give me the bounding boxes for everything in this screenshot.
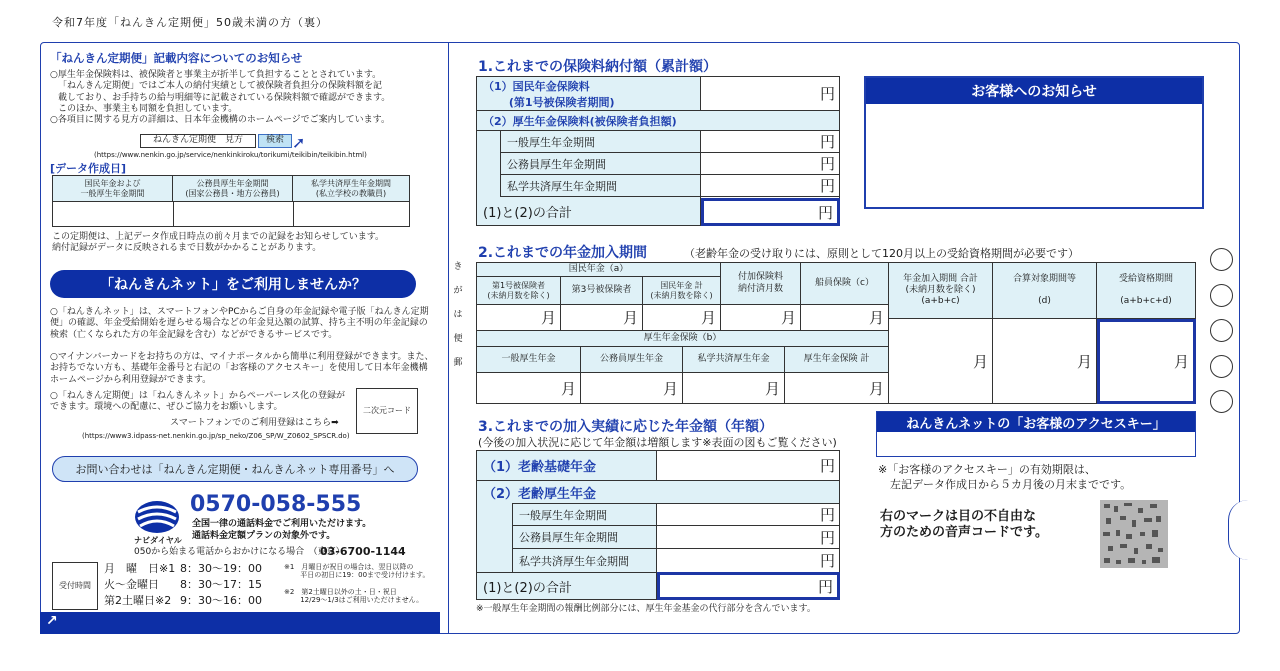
s2-k3-header: 国民年金 計 (未納月数を除く) bbox=[643, 277, 721, 305]
s2-ks3-header: 私学共済厚生年金 bbox=[683, 347, 785, 373]
hours-label: 受付時間 bbox=[52, 562, 98, 610]
punch-hole-5 bbox=[1210, 390, 1233, 413]
cursor-arrow-icon: ➚ bbox=[292, 133, 306, 152]
phone-number: 0570-058-555 bbox=[190, 492, 362, 517]
section-2-title: 2.これまでの年金加入期間 bbox=[478, 245, 648, 261]
notice-text: ○厚生年金保険料は、被保険者と事業主が折半して負担することとされています。 「ねんきん定期便」ではご本人の納付実績として被保険者負担分の保険料額を記 載しており、お手持ちの給与明細等に記載されている保険料額で確認ができます。 このほか、事業主も同額を負担しています。 ○各項目に関する見方の詳細は、日本年金機構のホームページでご案内しています。 bbox=[50, 70, 391, 125]
s2-k1-value: 月 bbox=[477, 305, 561, 331]
s1-row-1-value: 円 bbox=[701, 77, 839, 111]
arrow-up-right-icon: ↗ bbox=[46, 613, 58, 629]
data-col-1: 国民年金および 一般厚生年金期間 bbox=[53, 176, 173, 202]
s2-kosei-header: 厚生年金保険（b） bbox=[477, 331, 889, 347]
data-col-3: 私学共済厚生年金期間 (私立学校の教職員) bbox=[293, 176, 409, 202]
s1-row-2-label: （2）厚生年金保険料(被保険者負担額) bbox=[477, 111, 839, 131]
s2-taisho-header: 合算対象期間等 (d) bbox=[993, 263, 1097, 319]
s3-sub-2-value: 円 bbox=[657, 526, 839, 549]
s3-sub-1-label: 一般厚生年金期間 bbox=[513, 503, 657, 526]
punch-hole-4 bbox=[1210, 355, 1233, 378]
smartphone-link: スマートフォンでのご利用登録はこちら➡ bbox=[170, 418, 339, 428]
customer-notice-box bbox=[864, 76, 1204, 209]
punch-hole-3 bbox=[1210, 319, 1233, 342]
access-key-title: ねんきんネットの「お客様のアクセスキー」 bbox=[877, 412, 1195, 432]
section-3-title: 3.これまでの加入実績に応じた年金額（年額） bbox=[478, 419, 774, 435]
s3-sub-2-label: 公務員厚生年金期間 bbox=[513, 526, 657, 549]
alt-phone-label: 050から始まる電話からおかけになる場合 （東京） bbox=[134, 547, 345, 557]
frame-notch bbox=[1228, 500, 1252, 560]
s1-sub-3-label: 私学共済厚生年金期間 bbox=[501, 175, 701, 197]
left-divider bbox=[448, 42, 449, 634]
s3-row-2-label: （2）老齢厚生年金 bbox=[477, 481, 839, 503]
s2-k3-value: 月 bbox=[643, 305, 721, 331]
punch-hole-2 bbox=[1210, 284, 1233, 307]
s2-fuka-value: 月 bbox=[721, 305, 801, 331]
qr-code-placeholder: 二次元コード bbox=[356, 388, 418, 434]
section-1-title: 1.これまでの保険料納付額（累計額） bbox=[478, 59, 718, 75]
page-header: 令和7年度「ねんきん定期便」50歳未満の方（裏） bbox=[52, 16, 328, 29]
s3-sub-3-value: 円 bbox=[657, 549, 839, 573]
net-paragraph-2: ○マイナンバーカードをお持ちの方は、マイナポータルから簡単に利用登録ができます。また、お持ちでない方も、基礎年金番号と右記の「お客様のアクセスキー」を使用して日本年金機構ホームページから利用登録ができます。 bbox=[50, 352, 434, 385]
access-key-note-1: ※「お客様のアクセスキー」の有効期限は、 bbox=[878, 463, 1096, 476]
nenkin-net-banner: 「ねんきんネット」をご利用しませんか？ bbox=[50, 270, 416, 298]
smartphone-url: (https://www3.idpass-net.nenkin.go.jp/sp_neko/Z06_SP/W_Z0602_SPSCR.do) bbox=[82, 432, 350, 440]
s1-sub-2-value: 円 bbox=[701, 153, 839, 175]
voice-code-text-2: 方のための音声コードです。 bbox=[880, 525, 1048, 540]
s2-jukyu-value: 月 bbox=[1097, 319, 1196, 404]
s2-k2-header: 第3号被保険者 bbox=[561, 277, 643, 305]
search-box: ねんきん定期便 見方 bbox=[140, 134, 256, 148]
s3-total-label: (1)と(2)の合計 bbox=[477, 573, 657, 599]
s3-sub-1-value: 円 bbox=[657, 503, 839, 526]
s1-total-value: 円 bbox=[701, 198, 840, 226]
s1-sub-1-label: 一般厚生年金期間 bbox=[501, 131, 701, 153]
s2-ks2-header: 公務員厚生年金 bbox=[581, 347, 683, 373]
data-note: この定期便は、上記データ作成日時点の前々月までの記録をお知らせしています。 納付記録がデータに反映されるまで日数がかかることがあります。 bbox=[52, 232, 385, 254]
s1-sub-3-value: 円 bbox=[701, 175, 839, 197]
section-2-note: （老齢年金の受け取りには、原則として120月以上の受給資格期間が必要です） bbox=[684, 247, 1079, 260]
s2-ks1-header: 一般厚生年金 bbox=[477, 347, 581, 373]
hours-table: 月 曜 日※1 8：30〜19：00 火〜金曜日 8：30〜17：15 第2土曜日※2 9：30〜16：00 bbox=[104, 562, 262, 607]
s2-ks3-value: 月 bbox=[683, 373, 785, 403]
left-footer-bar bbox=[40, 612, 440, 634]
phone-note-2: 通話料金定額プランの対象外です。 bbox=[192, 531, 336, 541]
section-2-table bbox=[476, 262, 1196, 404]
s2-jukyu-header: 受給資格期間 (a+b+c+d) bbox=[1097, 263, 1195, 319]
section-3-subtitle: (今後の加入状況に応じて年金額は増額します※表面の図もご覧ください) bbox=[478, 436, 837, 449]
s3-sub-3-label: 私学共済厚生年金期間 bbox=[513, 549, 657, 573]
s1-sub-2-label: 公務員厚生年金期間 bbox=[501, 153, 701, 175]
s1-row-1-label: （1）国民年金保険料 (第1号被保険者期間) bbox=[477, 77, 701, 111]
voice-code-image bbox=[1100, 500, 1168, 568]
net-paragraph-3: ○「ねんきん定期便」は「ねんきんネット」からペーパーレス化の登録ができます。環境への配慮に、ぜひご協力をお願いします。 bbox=[50, 391, 345, 413]
s1-total-label: (1)と(2)の合計 bbox=[477, 197, 701, 225]
navi-dial-logo bbox=[132, 498, 182, 536]
s2-senin-header: 船員保険（c） bbox=[801, 263, 889, 305]
s2-ks4-header: 厚生年金保険 計 bbox=[785, 347, 889, 373]
s2-ks1-value: 月 bbox=[477, 373, 581, 403]
alt-phone-number: 03-6700-1144 bbox=[320, 545, 406, 558]
hours-note-1: ※1 月曜日が祝日の場合は、翌日以降の 平日の初日に19：00まで受け付けます。 bbox=[284, 563, 430, 580]
net-paragraph-1: ○「ねんきんネット」は、スマートフォンやPCからご自身の年金記録や電子版「ねんきん定期便」の確認、年金受給開始を遅らせる場合などの年金見込額の試算、持ち主不明の年金記録の検索（亡くなられた方の年金記録を含む）などができるサービスです。 bbox=[50, 307, 429, 340]
s2-k2-value: 月 bbox=[561, 305, 643, 331]
hours-note-2: ※2 第2土曜日以外の土・日・祝日 12/29〜1/3はご利用いただけません。 bbox=[284, 588, 424, 605]
access-key-box bbox=[876, 411, 1196, 457]
s2-kokumin-header: 国民年金（a） bbox=[477, 263, 721, 277]
s2-k1-header: 第1号被保険者 (未納月数を除く) bbox=[477, 277, 561, 305]
section-3-table bbox=[476, 450, 840, 600]
data-date-label: [データ作成日] bbox=[50, 162, 127, 175]
s2-fuka-header: 付加保険料 納付済月数 bbox=[721, 263, 801, 305]
phone-note-1: 全国一律の通話料金でご利用いただけます。 bbox=[192, 519, 372, 529]
s2-total-header: 年金加入期間 合計 (未納月数を除く) (a+b+c) bbox=[889, 263, 993, 319]
customer-notice-title: お客様へのお知らせ bbox=[866, 78, 1202, 104]
data-date-table bbox=[52, 175, 410, 227]
section-3-footnote: ※一般厚生年金期間の報酬比例部分には、厚生年金基金の代行部分を含んでいます。 bbox=[476, 604, 816, 614]
s3-row-1-label: （1）老齢基礎年金 bbox=[477, 451, 657, 481]
s3-row-1-value: 円 bbox=[657, 451, 839, 481]
s3-total-value: 円 bbox=[657, 572, 840, 600]
s2-ks2-value: 月 bbox=[581, 373, 683, 403]
s1-sub-1-value: 円 bbox=[701, 131, 839, 153]
url-text: (https://www.nenkin.go.jp/service/nenkinkiroku/torikumi/teikibin/teikibin.html) bbox=[94, 151, 367, 159]
search-button: 検索 bbox=[258, 134, 292, 148]
voice-code-text-1: 右のマークは目の不自由な bbox=[880, 509, 1037, 524]
inquiry-banner: お問い合わせは「ねんきん定期便・ねんきんネット専用番号」へ bbox=[52, 456, 418, 482]
section-1-table bbox=[476, 76, 840, 226]
notice-title: 「ねんきん定期便」記載内容についてのお知らせ bbox=[50, 51, 303, 65]
s2-senin-value: 月 bbox=[801, 305, 889, 331]
side-vertical-text: き が は 便 郵 bbox=[453, 262, 463, 368]
punch-hole-1 bbox=[1210, 248, 1233, 271]
s2-total-value: 月 bbox=[889, 319, 993, 403]
s2-taisho-value: 月 bbox=[993, 319, 1097, 403]
s2-ks4-value: 月 bbox=[785, 373, 889, 403]
access-key-note-2: 左記データ作成日から５カ月後の月末までです。 bbox=[890, 478, 1132, 491]
navi-dial-text: ナビダイヤル bbox=[134, 536, 182, 545]
data-col-2: 公務員厚生年金期間 (国家公務員・地方公務員) bbox=[173, 176, 293, 202]
